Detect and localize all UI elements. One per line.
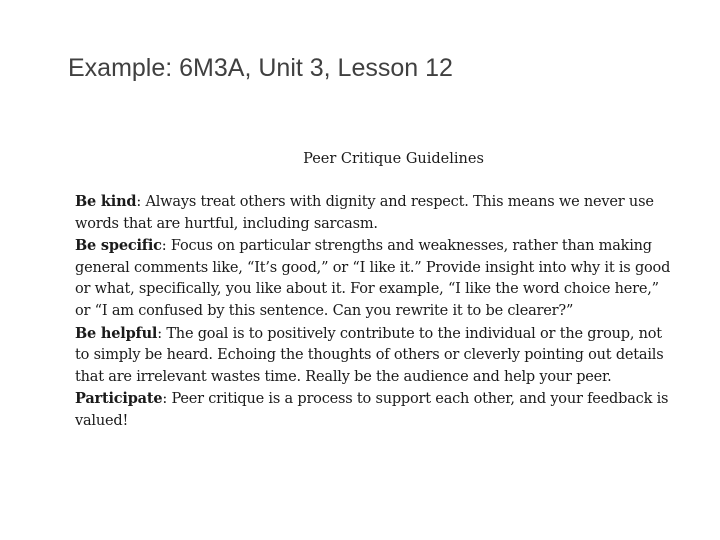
guideline-term: Be helpful <box>75 324 158 342</box>
slide-title: Example: 6M3A, Unit 3, Lesson 12 <box>68 54 453 82</box>
guideline-be-helpful <box>75 323 675 389</box>
guidelines-document <box>75 147 675 433</box>
guideline-be-specific <box>75 235 675 322</box>
guideline-text: : Peer critique is a process to support each other, and your feedback is valued! <box>75 391 669 429</box>
guideline-term: Participate <box>75 390 163 408</box>
guideline-text: : Always treat others with dignity and respect. This means we never use words that are hurtful, including sarcasm. <box>75 194 654 232</box>
guideline-be-kind <box>75 191 675 235</box>
guideline-text: : Focus on particular strengths and weaknesses, rather than making general comments like, “It’s good,” or “I like it.” Provide insight into why it is good or what, specifically, you like about it. For example, “I like the word choice here,” or “I am confused by this sentence. Can you rewrite it to be clearer?” <box>75 238 671 319</box>
guideline-participate <box>75 388 675 432</box>
guideline-term: Be specific <box>75 237 162 255</box>
guideline-term: Be kind <box>75 193 137 210</box>
document-heading: Peer Critique Guidelines <box>303 151 484 167</box>
guideline-text: : The goal is to positively contribute to the individual or the group, not to simply be heard. Echoing the thoughts of others or cleverly pointing out details that are irrelevant wastes time. Really be the audience and help your peer. <box>75 325 664 385</box>
